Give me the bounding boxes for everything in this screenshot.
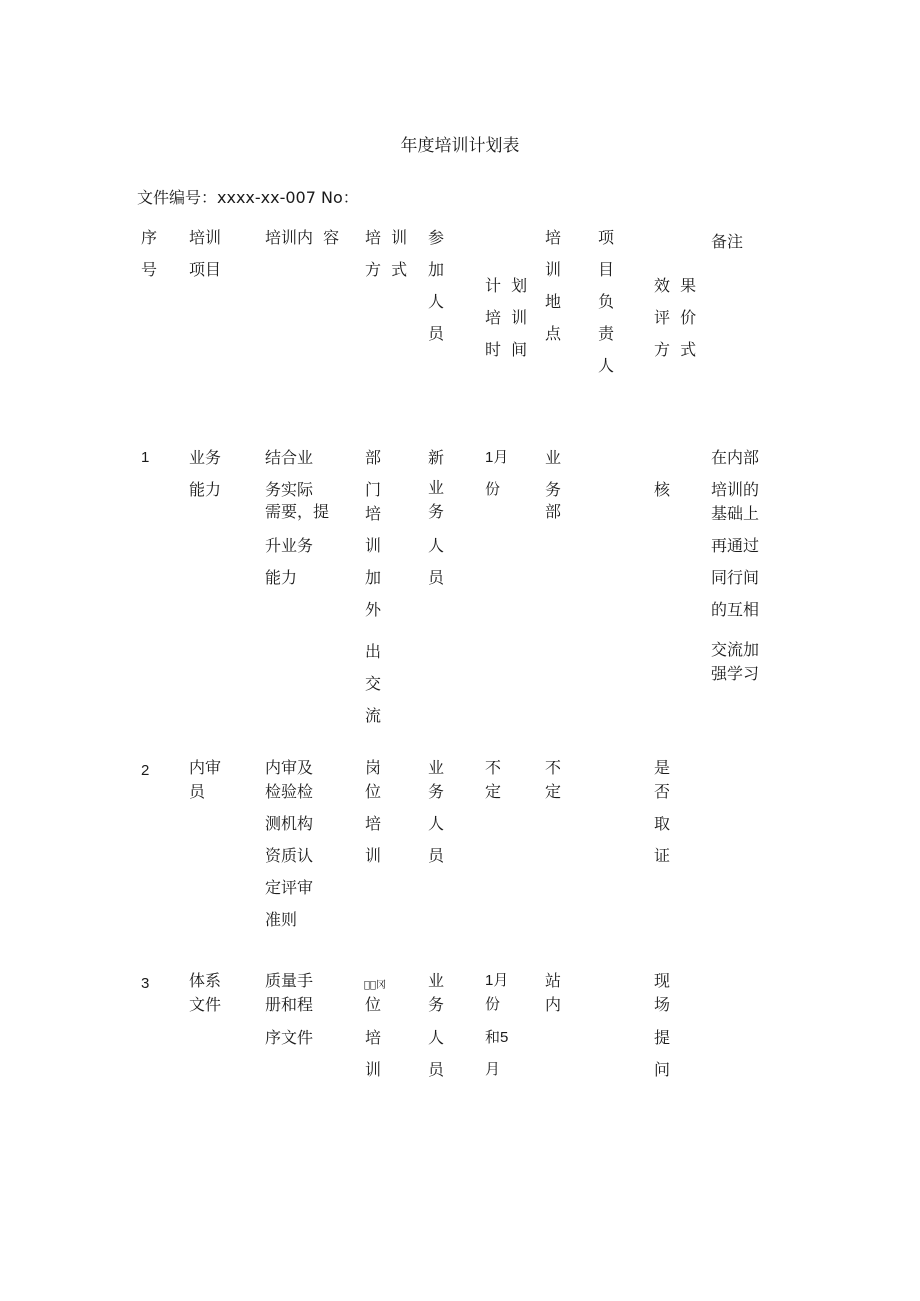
row-seq: 1 xyxy=(141,449,150,466)
row-seq: 3 xyxy=(141,975,150,992)
row-participants: 业 务 xyxy=(428,478,445,521)
row-method: 位 xyxy=(365,995,382,1014)
row-location: 站 内 xyxy=(545,971,562,1014)
row-content: 升业务 能力 xyxy=(265,536,314,587)
row-method: 培 训 加 外 xyxy=(365,504,382,619)
row-participants: 人 员 xyxy=(428,814,445,865)
row-seq: 2 xyxy=(141,762,150,779)
row-location: 部 xyxy=(545,502,562,521)
row-plan-time: 1月 份 xyxy=(485,972,509,1013)
row-participants: 人 员 xyxy=(428,1028,445,1079)
row-plan-time: 1月 份 xyxy=(485,449,509,498)
row-method: 培 训 xyxy=(365,1028,382,1079)
header-remark: 备注 xyxy=(711,232,744,251)
row-evaluation: 是 否 xyxy=(654,758,671,801)
row-remark: 交流加 强学习 xyxy=(711,640,760,683)
header-item: 培训 项目 xyxy=(189,228,222,279)
row-evaluation: 提 问 xyxy=(654,1028,671,1079)
row-plan-time: 和5 月 xyxy=(485,1029,509,1078)
row-item: 体系 文件 xyxy=(189,971,222,1014)
row-method: 岗 位 xyxy=(365,758,382,801)
row-content: 需要，提 xyxy=(265,502,330,521)
row-participants: 业 务 xyxy=(428,758,445,801)
header-method: 培 训 方 式 xyxy=(365,228,408,279)
row-method:   冈 xyxy=(364,980,387,991)
row-content: 序文件 xyxy=(265,1028,314,1047)
row-location: 业 务 xyxy=(545,448,562,499)
row-remark: 在内部 培训的 xyxy=(711,448,760,499)
row-participants: 新 xyxy=(428,448,445,467)
row-method: 培 训 xyxy=(365,814,382,865)
row-evaluation: 核 xyxy=(654,480,671,499)
header-content: 培训内 容 xyxy=(265,228,340,247)
header-seq: 序 号 xyxy=(141,228,158,279)
row-evaluation: 取 证 xyxy=(654,814,671,865)
header-participants: 参 加 人 员 xyxy=(428,228,445,343)
row-location: 不 定 xyxy=(545,758,562,801)
row-method: 部 门 xyxy=(365,448,382,499)
row-evaluation: 现 场 xyxy=(654,971,671,1014)
row-item: 业务 能力 xyxy=(189,448,222,499)
row-remark: 基础上 再通过 同行间 的互相 xyxy=(711,504,760,619)
header-plan-time: 计 划 培 训 时 间 xyxy=(485,276,528,359)
row-content: 结合业 务实际 xyxy=(265,448,314,499)
row-item: 内审 员 xyxy=(189,758,222,801)
header-owner: 项 目 负 责 人 xyxy=(598,228,615,375)
header-evaluation: 效 果 评 价 方 式 xyxy=(654,276,697,359)
document-number: 文件编号：xxxx-xx-007 No： xyxy=(137,188,359,207)
page-title: 年度培训计划表 xyxy=(400,136,520,156)
row-content: 内审及 检验检 xyxy=(265,758,314,801)
row-plan-time: 不 定 xyxy=(485,758,502,801)
row-content: 测机构 资质认 定评审 准则 xyxy=(265,814,314,929)
row-participants: 业 务 xyxy=(428,971,445,1014)
header-location: 培 训 地 点 xyxy=(545,228,562,343)
row-method: 出 交 流 xyxy=(365,642,382,725)
row-content: 质量手 册和程 xyxy=(265,971,314,1014)
row-participants: 人 员 xyxy=(428,536,445,587)
